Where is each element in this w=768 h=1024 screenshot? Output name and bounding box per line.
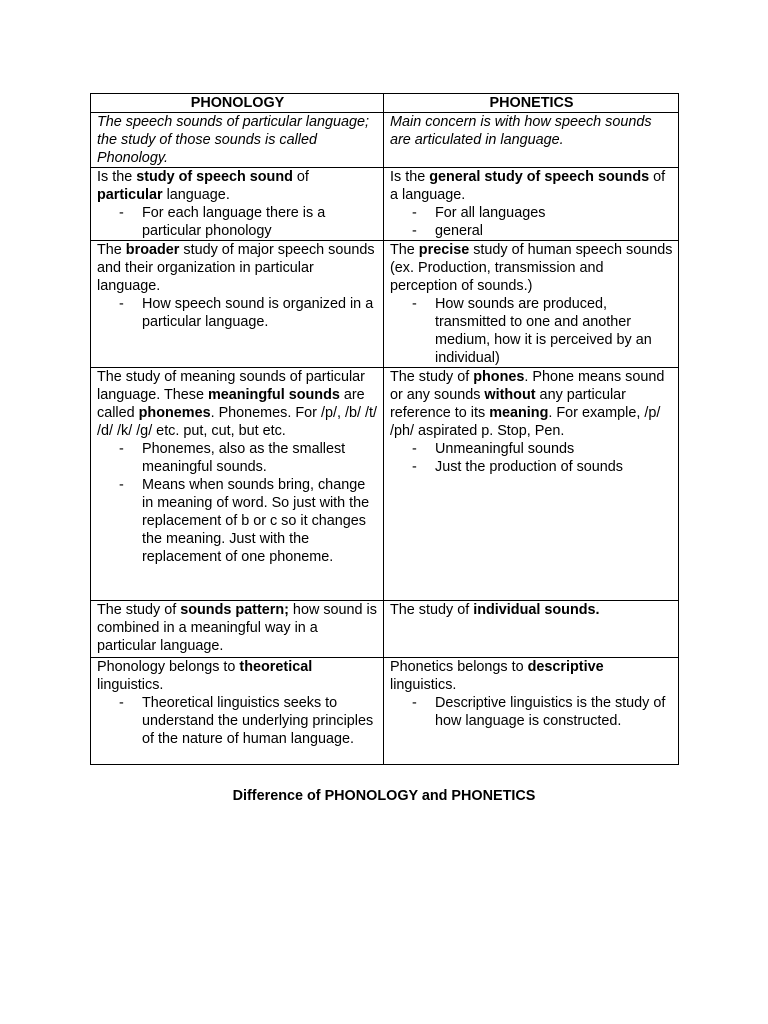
list-item [390,440,673,458]
table-caption: Difference of PHONOLOGY and PHONETICS [232,788,536,804]
phonetics-cell [384,601,679,658]
text-run: language. [162,187,230,203]
cell-paragraph [97,168,378,204]
phonology-cell [91,241,384,368]
cell-paragraph [390,168,673,204]
list-item [390,204,673,222]
bold-text: theoretical [239,659,313,675]
text-run: Phonology belongs to [97,659,240,675]
bullet-list [97,295,378,331]
header-phonetics: PHONETICS [384,94,679,113]
dash-bullet: - [119,205,124,221]
text-run: study of major speech sounds and their organization in particular language. [97,242,375,294]
list-item [390,295,673,367]
phonology-cell [91,368,384,601]
bold-text: general study of speech sounds [429,169,650,185]
table-row [91,601,679,658]
text-run: any particular reference to its [390,387,626,421]
list-item [390,694,673,730]
dash-bullet: - [412,205,417,221]
list-item [97,295,378,331]
bold-text: descriptive [527,659,604,675]
list-item [390,458,673,476]
list-item [97,694,378,748]
phonetics-cell [384,113,679,168]
dash-bullet: - [119,441,124,457]
text-run: Phonetics belongs to [390,659,528,675]
phonology-cell [91,113,384,168]
bullet-list [390,295,673,367]
text-run: study of human speech sounds (ex. Production, transmission and perception of sounds.) [390,242,673,294]
text-run: . Phonemes. For /p/, /b/ /t/ /d/ /k/ /g/ etc. put, cut, but etc. [97,405,377,439]
text-run: The study of [390,369,474,385]
list-item-text: Descriptive linguistics is the study of how language is constructed. [435,695,666,729]
cell-paragraph [97,601,378,655]
list-item-text: Phonemes, also as the smallest meaningful sounds. [142,441,346,475]
list-item-text: How speech sound is organized in a particular language. [142,296,374,330]
text-run: . For example, /p/ /ph/ aspirated p. Stop, Pen. [390,405,661,439]
dash-bullet: - [412,441,417,457]
list-item [97,476,378,566]
text-run: linguistics. [97,677,164,693]
bold-text: individual sounds. [473,602,600,618]
phonetics-cell [384,241,679,368]
bullet-list [97,204,378,240]
text-run: The [390,242,419,258]
cell-paragraph [390,658,673,694]
cell-paragraph [390,368,673,440]
list-item-text: Means when sounds bring, change in meaning of word. So just with the replacement of b or c so it changes the meaning. Just with the replacement of one phoneme. [142,477,370,565]
list-item-text: For each language there is a particular phonology [142,205,326,239]
dash-bullet: - [412,695,417,711]
bullet-list [97,440,378,566]
dash-bullet: - [119,695,124,711]
bold-text: precise [418,242,470,258]
bold-text: study of speech sound [136,169,293,185]
text-run: how sound is combined in a meaningful way in a particular language. [97,602,377,654]
bold-text: phonemes [138,405,211,421]
list-item-text: general [435,223,484,239]
bold-text: broader [125,242,180,258]
header-phonology: PHONOLOGY [91,94,384,113]
list-item-text: For all languages [435,205,546,221]
bullet-list [390,694,673,730]
cell-paragraph [97,368,378,440]
dash-bullet: - [412,296,417,312]
bold-text: meaningful sounds [207,387,340,403]
list-item-text: How sounds are produced, transmitted to one and another medium, how it is perceived by an individual) [435,296,652,366]
text-run: are called [97,387,365,421]
text-run: . Phone means sound or any sounds [390,369,665,403]
cell-text: The speech sounds of particular language; the study of those sounds is called Phonology. [97,114,370,166]
text-run: of [292,169,309,185]
list-item-text: Theoretical linguistics seeks to understand the underlying principles of the nature of human language. [142,695,374,747]
cell-paragraph [97,658,378,694]
text-run: The study of [390,602,474,618]
bullet-list [97,694,378,748]
cell-paragraph [97,241,378,295]
text-run: of a language. [390,169,666,203]
list-item-text: Unmeaningful sounds [435,441,575,457]
list-item [390,222,673,240]
text-run: The [97,242,126,258]
phonetics-cell [384,658,679,765]
dash-bullet: - [119,477,124,493]
text-run: The study of [97,602,181,618]
bold-text: without [484,387,536,403]
text-run: The study of meaning sounds of particular language. These [97,369,365,403]
phonology-cell [91,168,384,241]
bullet-list [390,440,673,476]
phonology-cell [91,658,384,765]
list-item [97,440,378,476]
phonetics-cell [384,368,679,601]
cell-paragraph [390,601,673,619]
bold-text: particular [97,187,163,203]
table-header-row [91,94,679,113]
comparison-table [90,93,679,765]
phonology-cell [91,601,384,658]
list-item-text: Just the production of sounds [435,459,623,475]
text-run: Is the [390,169,430,185]
dash-bullet: - [412,459,417,475]
cell-paragraph [390,241,673,295]
list-item [97,204,378,240]
table-row [91,368,679,601]
cell-text: Main concern is with how speech sounds are articulated in language. [390,114,652,148]
table-row [91,241,679,368]
bold-text: phones [473,369,525,385]
table-row [91,658,679,765]
bold-text: meaning [489,405,549,421]
text-run: Is the [97,169,137,185]
dash-bullet: - [412,223,417,239]
bullet-list [390,204,673,240]
dash-bullet: - [119,296,124,312]
table-row [91,113,679,168]
text-run: linguistics. [390,677,457,693]
bold-text: sounds pattern; [180,602,289,618]
table-row [91,168,679,241]
phonetics-cell [384,168,679,241]
